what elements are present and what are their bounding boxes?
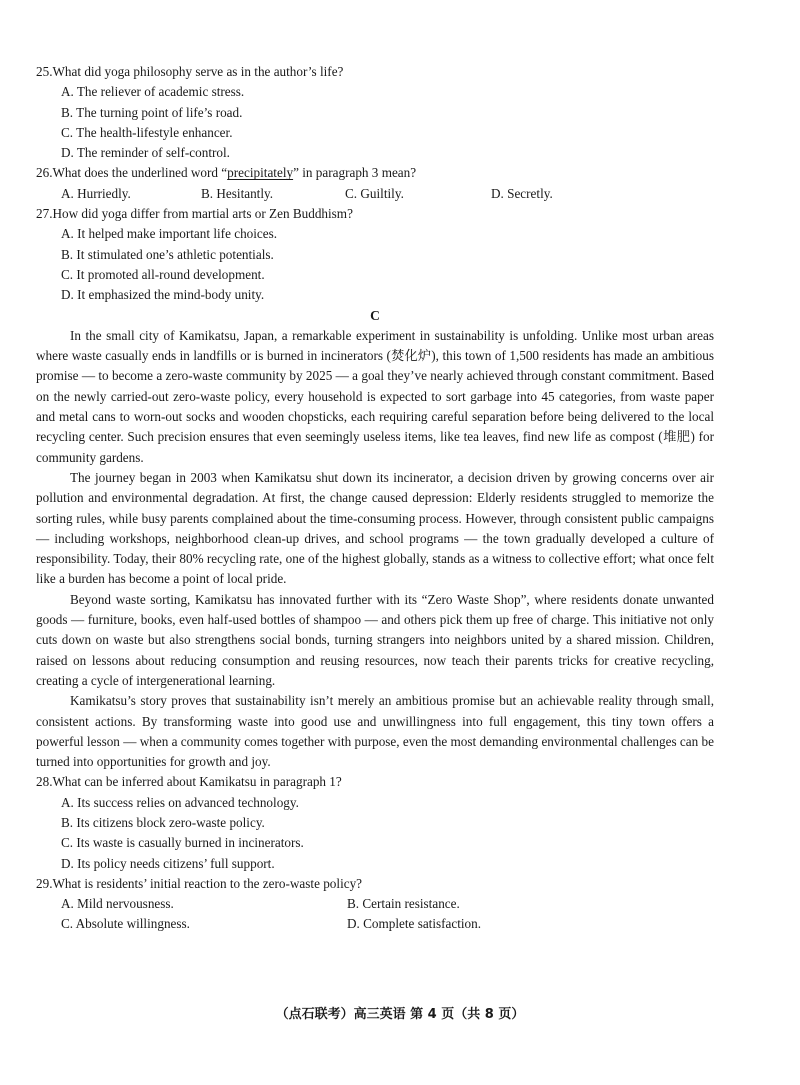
question-25 [36, 62, 714, 163]
passage-paragraph-1: In the small city of Kamikatsu, Japan, a remarkable experiment in sustainability is unfolding. Unlike most urban areas where waste casually ends in landfills or is burned in incinerators (焚化炉), this town of 1,500 residents has made an ambitious promise — to become a zero-waste community by 2025 — a goal they’ve nearly achieved through constant commitment. Based on the newly carried-out zero-waste policy, every household is expected to sort garbage into 45 categories, from waste paper and metal cans to worn-out socks and wooden chopsticks, each requiring careful separation before being delivered to the local recycling center. Such precision ensures that even seemingly useless items, like tea leaves, find new life as compost (堆肥) for community gardens. [36, 327, 714, 465]
option-a: A. The reliever of academic stress. [61, 84, 245, 100]
question-27 [36, 204, 714, 305]
option-b: B. It stimulated one’s athletic potentials. [61, 246, 274, 262]
options-row [61, 184, 714, 204]
option-d: D. The reminder of self-control. [61, 145, 230, 161]
section-heading: C [370, 307, 380, 323]
question-number: 28. [36, 774, 53, 790]
option-c: C. Absolute willingness. [61, 916, 190, 932]
question-number: 29. [36, 875, 53, 891]
question-29 [36, 874, 714, 935]
exam-page-content [36, 62, 714, 935]
question-26 [36, 163, 714, 204]
option-b: B. The turning point of life’s road. [61, 104, 243, 120]
option-b: B. Certain resistance. [347, 896, 460, 912]
options-row [61, 914, 714, 934]
question-text: What is residents’ initial reaction to the zero-waste policy? [52, 875, 363, 891]
question-text-end: ” in paragraph 3 mean? [293, 165, 417, 181]
option-c: C. Its waste is casually burned in incinerators. [61, 835, 304, 851]
option-a: A. It helped make important life choices. [61, 226, 278, 242]
option-d: D. It emphasized the mind-body unity. [61, 287, 265, 303]
option-c: C. It promoted all-round development. [61, 266, 265, 282]
option-b: B. Its citizens block zero-waste policy. [61, 814, 265, 830]
underlined-word: precipitately [227, 165, 294, 181]
question-text: What did yoga philosophy serve as in the author’s life? [52, 64, 344, 79]
options-row [61, 894, 714, 914]
option-a: A. Mild nervousness. [61, 896, 174, 912]
question-number: 27. [36, 206, 53, 222]
question-number: 25. [36, 64, 53, 79]
question-28 [36, 772, 714, 873]
question-stem [36, 204, 714, 224]
option-c: C. Guiltily. [345, 185, 404, 201]
question-text: How did yoga differ from martial arts or Zen Buddhism? [52, 206, 353, 222]
option-d: D. Secretly. [491, 185, 553, 201]
question-stem [36, 772, 714, 792]
page-footer: （点石联考）高三英语 第 4 页（共 8 页） [275, 1007, 525, 1022]
option-b: B. Hesitantly. [201, 185, 274, 201]
question-text-start: What does the underlined word “ [52, 165, 228, 181]
question-stem [36, 163, 714, 183]
question-stem [36, 62, 714, 82]
option-d: D. Its policy needs citizens’ full support. [61, 855, 275, 871]
option-a: A. Hurriedly. [61, 185, 131, 201]
option-a: A. Its success relies on advanced technology. [61, 794, 299, 810]
question-stem [36, 874, 714, 894]
passage-paragraph-2: The journey began in 2003 when Kamikatsu shut down its incinerator, a decision driven by growing concerns over air pollution and environmental degradation. At first, the change caused depression: Elderly residents struggled to memorize the sorting rules, while busy parents complained about the time-consuming process. However, through consistent public campaigns — including workshops, neighborhood clean-up drives, and school programs — the town gradually developed a culture of responsibility. Today, their 80% recycling rate, one of the highest globally, stands as a witness to collective effort; what once felt like a burden has become a point of local pride. [36, 469, 714, 587]
question-number: 26. [36, 165, 53, 181]
passage-paragraph-3: Beyond waste sorting, Kamikatsu has innovated further with its “Zero Waste Shop”, where residents donate unwanted goods — furniture, books, even half-used bottles of shampoo — and others pick them up free of charge. This initiative not only cuts down on waste but also strengthens social bonds, turning strangers into neighbors united by a shared mission. Children, raised on lessons about reducing consumption and reusing resources, now teach their parents tricks for creative recycling, creating a cycle of intergenerational learning. [36, 591, 714, 688]
option-c: C. The health-lifestyle enhancer. [61, 124, 233, 140]
question-text: What can be inferred about Kamikatsu in paragraph 1? [52, 774, 342, 790]
passage-paragraph-4: Kamikatsu’s story proves that sustainability isn’t merely an ambitious promise but an achievable reality through small, consistent actions. By transforming waste into good use and unwillingness into full engagement, this tiny town offers a powerful lesson — when a community comes together with purpose, even the most demanding environmental challenges can be turned into opportunities for growth and joy. [36, 693, 714, 770]
reading-passage [36, 326, 714, 773]
option-d: D. Complete satisfaction. [347, 916, 482, 932]
